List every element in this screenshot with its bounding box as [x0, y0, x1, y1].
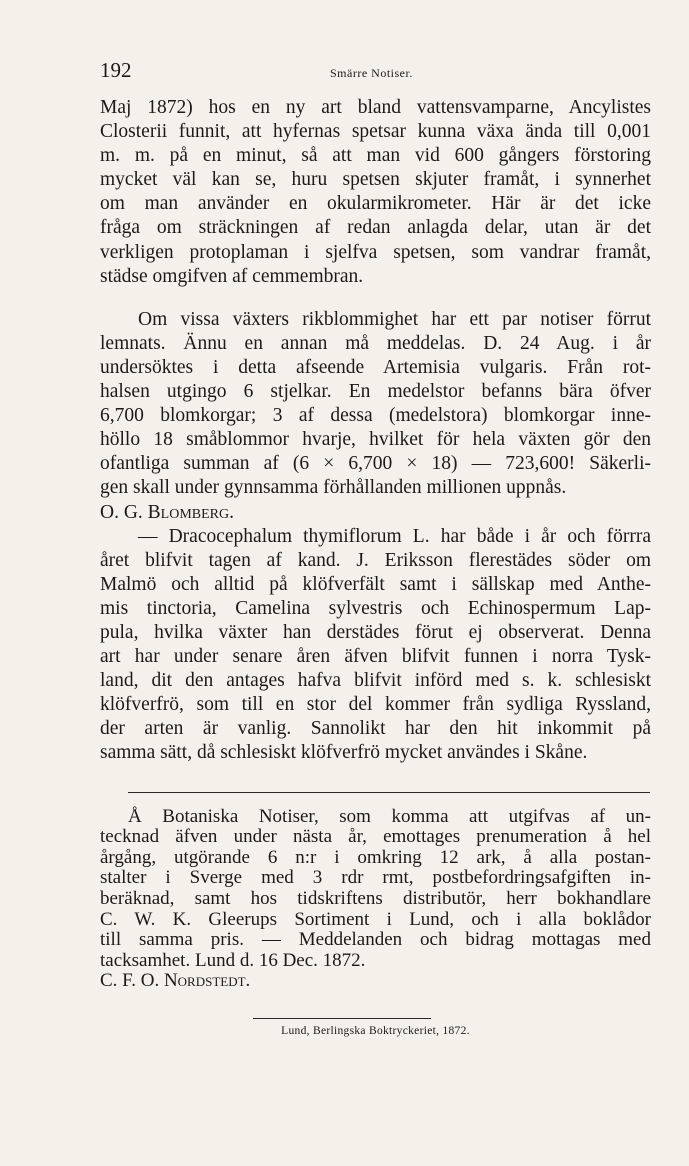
- text-line: land, dit den antages hafva blifvit införd med s. k. schlesiskt: [100, 670, 651, 692]
- text-line: Closterii funnit, att hyfernas spetsar kunna växa ända till 0,001: [100, 121, 651, 143]
- page-body: [100, 96, 651, 992]
- text-line: der arten är vanlig. Sannolikt har den hit inkommit på: [100, 718, 651, 740]
- text-line: stalter i Sverge med 3 rdr rmt, postbefordringsafgiften in-: [100, 867, 651, 889]
- page-header: [100, 58, 650, 88]
- note-dracocephalum: [100, 525, 651, 766]
- text-line: art har under senare åren äfven blifvit funnen i norra Tysk-: [100, 646, 651, 668]
- text-line: gen skall under gynnsamma förhållanden millionen uppnås.: [100, 477, 567, 499]
- printer-divider: [253, 1018, 431, 1019]
- text-line: ofantliga summan af (6 × 6,700 × 18) — 723,600! Säkerli-: [100, 453, 651, 475]
- text-line: — Dracocephalum thymiflorum L. har både i år och förrra: [138, 525, 651, 547]
- section-divider: [128, 792, 650, 793]
- printer-imprint: Lund, Berlingska Boktryckeriet, 1872.: [281, 1025, 470, 1037]
- text-line: fråga om sträckningen af redan anlagda delar, utan är det: [100, 217, 651, 239]
- text-line: C. W. K. Gleerups Sortiment i Lund, och i alla boklådor: [100, 908, 651, 930]
- note-rikblommighet: [100, 308, 651, 525]
- running-head: Smärre Notiser.: [330, 66, 413, 80]
- text-line: Maj 1872) hos en ny art bland vattensvamparne, Ancylistes: [100, 97, 651, 118]
- text-line: mycket väl kan se, huru spetsen skjuter framåt, i synnerhet: [100, 169, 651, 191]
- continued-paragraph: [100, 96, 651, 289]
- page-number: 192: [100, 58, 132, 82]
- text-line: till samma pris. — Meddelanden och bidrag mottagas med: [100, 929, 651, 951]
- text-line: Om vissa växters rikblommighet har ett par notiser förrut: [138, 308, 651, 330]
- text-line: m. m. på en minut, så att man vid 600 gångers förstoring: [100, 145, 651, 167]
- text-line: undersöktes i detta afseende Artemisia vulgaris. Från rot-: [100, 356, 651, 378]
- text-line: halsen utgingo 6 stjelkar. En medelstor befanns bära öfver: [100, 381, 651, 403]
- text-line: mis tinctoria, Camelina sylvestris och Echinospermum Lap-: [100, 597, 651, 619]
- text-line: tacksamhet. Lund d. 16 Dec. 1872.: [100, 949, 366, 971]
- text-line: 6,700 blomkorgar; 3 af dessa (medelstora) blomkorgar inne-: [100, 405, 651, 427]
- text-line: Malmö och alltid på klöfverfält samt i sällskap med Anthe-: [100, 573, 651, 595]
- text-line: höllo 18 småblommor hvarje, hvilket för hela växten gör den: [100, 429, 651, 451]
- text-line: årgång, utgörande 6 n:r i omkring 12 ark, å alla postan-: [100, 846, 651, 868]
- editor-signature: C. F. O. Nordstedt.: [100, 970, 251, 992]
- text-line: städse omgifven af cemmembran.: [100, 265, 364, 287]
- text-line: beräknad, samt hos tidskriftens distributör, herr bokhandlare: [100, 887, 651, 909]
- text-line: samma sätt, då schlesiskt klöfverfrö mycket användes i Skåne.: [100, 742, 588, 764]
- text-line: året blifvit tagen af kand. J. Eriksson flerestädes söder om: [100, 549, 651, 571]
- text-line: lemnats. Ännu en annan må meddelas. D. 24 Aug. i år: [100, 332, 651, 354]
- text-line: klöfverfrö, som till en stor del kommer från sydliga Ryssland,: [100, 694, 651, 716]
- text-line: om man använder en okularmikrometer. Här är det icke: [100, 193, 651, 215]
- text-line: verkligen protoplaman i sjelfva spetsen, som vandrar framåt,: [100, 241, 651, 263]
- author-signature: O. G. Blomberg.: [100, 501, 234, 523]
- text-line: Å Botaniska Notiser, som komma att utgifvas af un-: [128, 805, 651, 827]
- text-line: tecknad äfven under nästa år, emottages prenumeration å hel: [100, 826, 651, 848]
- text-line: pula, hvilka växter han derstädes förut ej observerat. Denna: [100, 621, 651, 643]
- subscription-notice: [100, 807, 651, 992]
